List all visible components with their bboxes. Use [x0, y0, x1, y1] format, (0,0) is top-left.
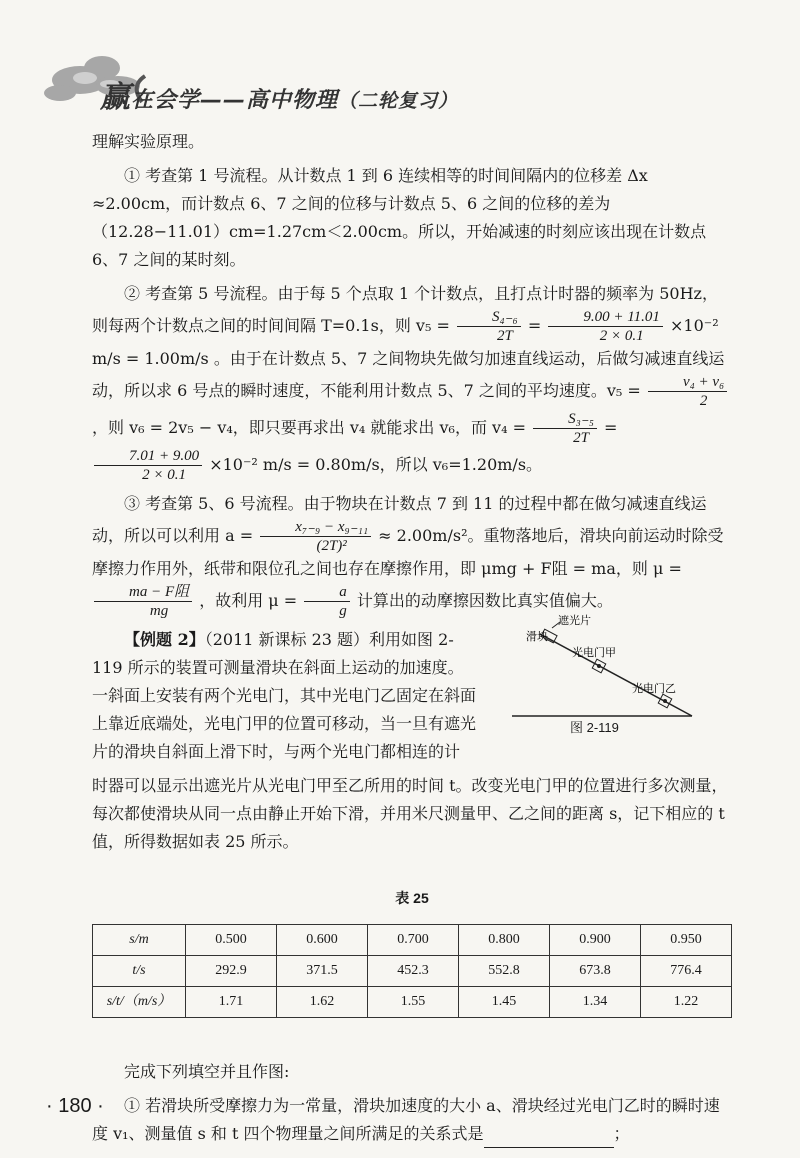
page-content: [92, 128, 732, 1154]
formula-fraction: $\frac{9.00 + 11.01}{2 \times 0.1}$: [548, 308, 663, 345]
formula-fraction: $\frac{\text{ma − F阻}}{mg}$: [94, 583, 192, 620]
paragraph-step3: ③ 考查第 5、6 号流程。由于物块在计数点 7 到 11 的过程中都在做匀减速直线运动，所以可以利用 a = $\frac{\text{x₇₋₉ − x₉₋₁₁}}{\text{(2T)²}}$ ≈ 2.00m/s²。重物落地后，滑块向前运动时除受摩擦力作用外，纸带和限位孔之间也存在摩擦作用，即 μmg + F阻 = ma，则 μ = $\frac{\text{ma − F阻}}{mg}$ ，故利用 μ = $\frac{a}{g}$ 计算出的动摩擦因数比真实值偏大。: [92, 494, 724, 619]
label-gate-b: 光电门乙: [632, 683, 676, 695]
table-cell: 0.500: [186, 925, 277, 956]
label-block: 滑块: [526, 631, 548, 643]
answer-blank[interactable]: [484, 1131, 614, 1148]
paragraph-step1: ① 考查第 1 号流程。从计数点 1 到 6 连续相等的时间间隔内的位移差 Δx ≈2.00cm，而计数点 6、7 之间的位移与计数点 5、6 之间的位移的差为（12.28−11.01）cm=1.27cm＜2.00cm。所以，开始减速的时刻应该出现在计数点 6、7 之间的某时刻。: [92, 166, 707, 269]
table-cell: 0.950: [641, 925, 732, 956]
table-cell: 1.55: [368, 987, 459, 1018]
table-cell: 0.700: [368, 925, 459, 956]
formula-fraction: $\frac{\text{v₄ + v₆}}{2}$: [648, 373, 727, 410]
table-cell: 0.600: [277, 925, 368, 956]
table-row-header: s/t/（m/s）: [93, 987, 186, 1018]
figure-caption: 图 2-119: [570, 720, 619, 735]
data-table: [92, 924, 732, 1018]
table-cell: 673.8: [550, 956, 641, 987]
table-row: [93, 925, 732, 956]
paragraph-intro: 理解实验原理。: [92, 132, 205, 151]
table-cell: 0.900: [550, 925, 641, 956]
example-block: [92, 615, 732, 766]
label-gate-a: 光电门甲: [572, 647, 616, 659]
table-cell: 1.71: [186, 987, 277, 1018]
table-cell: 1.45: [459, 987, 550, 1018]
table-row-header: t/s: [93, 956, 186, 987]
table-cell: 452.3: [368, 956, 459, 987]
table-row: [93, 956, 732, 987]
table-cell: 292.9: [186, 956, 277, 987]
table-cell: 1.62: [277, 987, 368, 1018]
table-cell: 776.4: [641, 956, 732, 987]
table-cell: 1.22: [641, 987, 732, 1018]
formula-fraction: $\frac{\text{S₃₋₅}}{2T}$: [533, 410, 597, 447]
paragraph-step2: ② 考查第 5 号流程。由于每 5 个点取 1 个计数点，且打点计时器的频率为 50Hz，则每两个计数点之间的时间间隔 T=0.1s，则 v₅ = $\frac{\text{S₄₋₆}}{2T}$ = $\frac{9.00 + 11.01}{2 \times 0.1}$ ×10⁻² m/s = 1.00m/s 。由于在计数点 5、7 之间物块先做匀加速直线运动，后做匀减速直线运动，所以求 6 号点的瞬时速度，不能利用计数点 5、7 之间的平均速度。v₅ = $\frac{\text{v₄ + v₆}}{2}$ ，则 v₆ = 2v₅ − v₄，即只要再求出 v₄ 就能求出 v₆，而 v₄ = $\frac{\text{S₃₋₅}}{2T}$ = $\frac{7.01 + 9.00}{2 \times 0.1}$ ×10⁻² m/s = 0.80m/s，所以 v₆=1.20m/s。: [92, 280, 732, 484]
formula-fraction: $\frac{a}{g}$: [304, 583, 350, 620]
formula-fraction: $\frac{7.01 + 9.00}{2 \times 0.1}$: [94, 447, 202, 484]
header-title: 赢在会学——高中物理（二轮复习）: [100, 80, 459, 115]
formula-fraction: $\frac{\text{S₄₋₆}}{2T}$: [457, 308, 521, 345]
table-row: [93, 987, 732, 1018]
example-label: 【例题 2】: [124, 630, 205, 649]
page-header: [40, 38, 760, 118]
table-row-header: s/m: [93, 925, 186, 956]
table-cell: 1.34: [550, 987, 641, 1018]
task-intro: 完成下列填空并且作图:: [124, 1062, 290, 1081]
table-title: 表 25: [395, 890, 429, 906]
task-question-1: ① 若滑块所受摩擦力为一常量，滑块加速度的大小 a、滑块经过光电门乙时的瞬时速度 v₁、测量值 s 和 t 四个物理量之间所满足的关系式是 ；: [92, 1092, 732, 1148]
label-shade: 遮光片: [558, 615, 591, 627]
example-text-cont: 时器可以显示出遮光片从光电门甲至乙所用的时间 t。改变光电门甲的位置进行多次测量，每次都使滑块从同一点由静止开始下滑，并用米尺测量甲、乙之间的距离 s，记下相应的 t 值，所得数据如表 25 所示。: [92, 776, 728, 851]
formula-fraction: $\frac{\text{x₇₋₉ − x₉₋₁₁}}{\text{(2T)²}}$: [260, 518, 371, 555]
table-cell: 552.8: [459, 956, 550, 987]
page-number: · 180 ·: [46, 1095, 104, 1117]
table-cell: 371.5: [277, 956, 368, 987]
table-cell: 0.800: [459, 925, 550, 956]
example-text: 【例题 2】（2011 新课标 23 题）利用如图 2-119 所示的装置可测量滑块在斜面上运动的加速度。一斜面上安装有两个光电门，其中光电门乙固定在斜面上靠近底端处，光电门甲的位置可移动，当一旦有遮光片的滑块自斜面上滑下时，与两个光电门都相连的计: [92, 630, 477, 761]
